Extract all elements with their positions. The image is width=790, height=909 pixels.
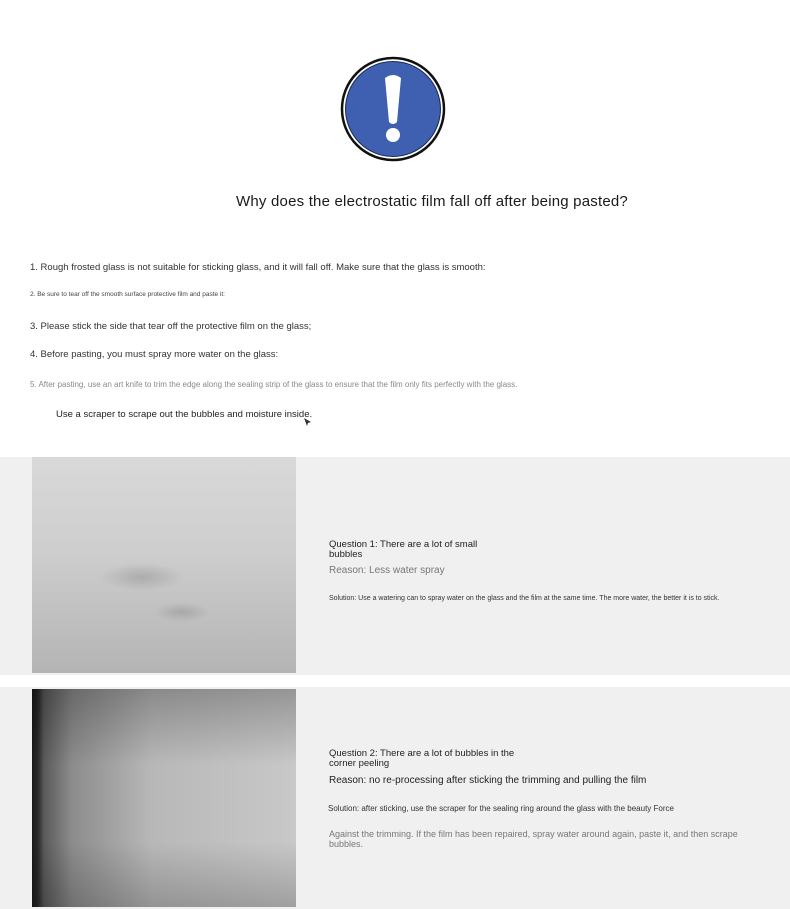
reason-2: Reason: no re-processing after sticking the trimming and pulling the film [329,775,647,786]
solution-1: Solution: Use a watering can to spray water on the glass and the film at the same time. The more water, the better it is to stick. [329,595,720,602]
exclamation-icon [340,56,446,162]
tip-3: 3. Please stick the side that tear off the protective film on the glass; [30,321,312,332]
problem-2-panel [0,687,790,909]
question-2: Question 2: There are a lot of bubbles in the corner peeling [329,748,515,769]
bubbles-photo [32,457,296,673]
page-title: Why does the electrostatic film fall off after being pasted? [236,193,628,210]
solution-2-continued: Against the trimming. If the film has been repaired, spray water around again, paste it, and then scrape bubbles. [329,829,738,849]
mouse-cursor-icon [303,414,313,424]
tip-1: 1. Rough frosted glass is not suitable for sticking glass, and it will fall off. Make sure that the glass is smooth: [30,262,486,273]
tip-4: 4. Before pasting, you must spray more water on the glass: [30,349,279,360]
reason-1: Reason: Less water spray [329,565,445,576]
tip-2: 2. Be sure to tear off the smooth surface protective film and paste it: [30,291,225,298]
problem-1-panel [0,457,790,675]
solution-2: Solution: after sticking, use the scraper for the sealing ring around the glass with the beauty Force [328,804,674,813]
tip-6: Use a scraper to scrape out the bubbles and moisture inside. [56,409,313,420]
corner-peeling-photo [32,689,296,907]
tip-5: 5. After pasting, use an art knife to trim the edge along the sealing strip of the glass to ensure that the film only fits perfectly with the glass. [30,380,518,389]
question-1: Question 1: There are a lot of small bubbles [329,539,478,560]
